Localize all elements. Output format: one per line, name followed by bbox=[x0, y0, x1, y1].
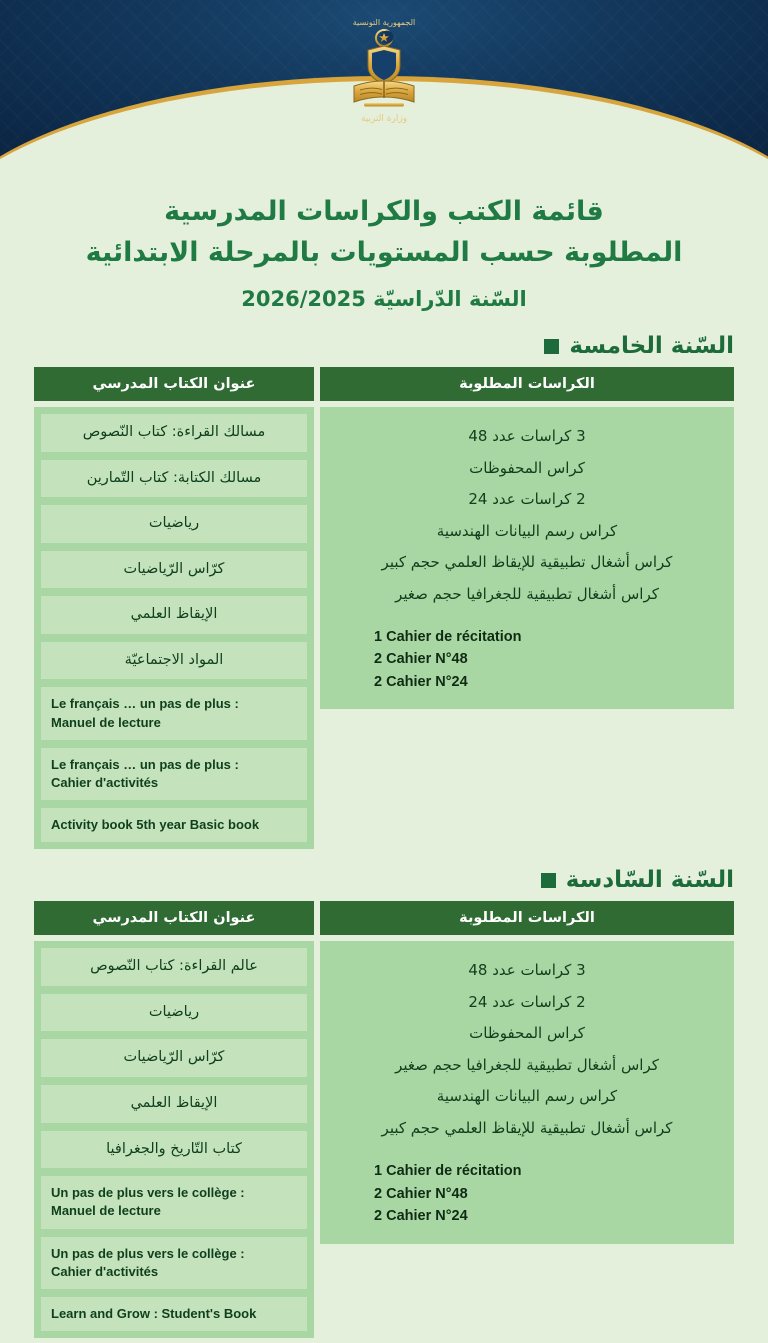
book-cell: الإيقاظ العلمي bbox=[40, 1084, 308, 1124]
book-cell: عالم القراءة: كتاب النّصوص bbox=[40, 947, 308, 987]
notebook-line: 3 كراسات عدد 48 bbox=[468, 961, 586, 980]
notebook-line: كراس رسم البيانات الهندسية bbox=[436, 521, 618, 540]
notebook-latin-block bbox=[336, 1160, 718, 1227]
notebook-line-latin: 2 Cahier N°48 bbox=[374, 651, 468, 668]
book-cell: كرّاس الرّياضيات bbox=[40, 550, 308, 590]
book-cell-latin bbox=[40, 1175, 308, 1229]
book-cell-line: Un pas de plus vers le collège : bbox=[51, 1185, 245, 1201]
book-cell: الإيقاظ العلمي bbox=[40, 595, 308, 635]
books-column-header: عنوان الكتاب المدرسي bbox=[34, 901, 314, 935]
book-cell-line: Le français … un pas de plus : bbox=[51, 696, 239, 712]
notebook-line-latin: 2 Cahier N°24 bbox=[374, 673, 468, 690]
main-title-line-1: قائمة الكتب والكراسات المدرسية bbox=[164, 196, 604, 227]
book-cell: كتاب التّاريخ والجغرافيا bbox=[40, 1130, 308, 1170]
books-column-body bbox=[34, 941, 314, 1338]
notebooks-column-body bbox=[320, 941, 734, 1243]
book-cell-line: Activity book 5th year Basic book bbox=[51, 817, 260, 833]
page-header bbox=[0, 0, 768, 160]
table-year-5 bbox=[34, 367, 734, 849]
table-year-6 bbox=[34, 901, 734, 1338]
notebook-line-latin: 2 Cahier N°48 bbox=[374, 1185, 468, 1202]
notebooks-column bbox=[320, 367, 734, 849]
section-heading-year-6 bbox=[0, 867, 768, 893]
notebook-line: 3 كراسات عدد 48 bbox=[468, 427, 586, 445]
book-cell-line: Learn and Grow : Student's Book bbox=[51, 1305, 257, 1321]
sections-container bbox=[0, 333, 768, 1338]
ministry-emblem-icon bbox=[324, 18, 444, 138]
emblem-top-text: الجمهورية التونسية bbox=[352, 18, 416, 27]
book-cell: كرّاس الرّياضيات bbox=[40, 1038, 308, 1078]
notebook-line: كراس المحفوظات bbox=[469, 458, 585, 477]
section-bullet-icon bbox=[544, 339, 559, 354]
book-cell-line: Un pas de plus vers le collège : bbox=[51, 1245, 245, 1261]
book-cell-latin bbox=[40, 807, 308, 843]
section-title: السّنة الخامسة bbox=[569, 333, 734, 359]
notebook-line: كراس أشغال تطبيقية للإيقاظ العلمي حجم كبير bbox=[381, 553, 673, 571]
book-cell-line: Le français … un pas de plus : bbox=[51, 756, 239, 772]
notebook-line: كراس أشغال تطبيقية للجغرافيا حجم صغير bbox=[395, 1055, 659, 1074]
notebooks-column-body bbox=[320, 407, 734, 709]
notebooks-column-header: الكراسات المطلوبة bbox=[320, 901, 734, 935]
notebooks-column bbox=[320, 901, 734, 1338]
books-column-header: عنوان الكتاب المدرسي bbox=[34, 367, 314, 401]
notebook-line: 2 كراسات عدد 24 bbox=[468, 490, 586, 508]
notebook-line-latin: 1 Cahier de récitation bbox=[374, 1163, 522, 1180]
section-title: السّنة السّادسة bbox=[565, 867, 734, 894]
notebooks-column-header: الكراسات المطلوبة bbox=[320, 367, 734, 401]
book-cell-latin bbox=[40, 1296, 308, 1332]
book-cell-line: Manuel de lecture bbox=[51, 1203, 161, 1219]
notebook-line: كراس أشغال تطبيقية للإيقاظ العلمي حجم كبير bbox=[381, 1118, 673, 1137]
book-cell-line: Cahier d'activités bbox=[51, 774, 159, 790]
notebook-line-latin: 1 Cahier de récitation bbox=[374, 629, 522, 645]
book-cell-line: Manuel de lecture bbox=[51, 714, 161, 730]
book-cell-latin bbox=[40, 1236, 308, 1290]
book-cell: رياضيات bbox=[40, 993, 308, 1033]
notebook-line: كراس المحفوظات bbox=[469, 1024, 585, 1043]
book-cell: مسالك الكتابة: كتاب التّمارين bbox=[40, 459, 308, 499]
books-column-body bbox=[34, 407, 314, 849]
notebook-line: كراس أشغال تطبيقية للجغرافيا حجم صغير bbox=[395, 584, 659, 603]
notebook-line: كراس رسم البيانات الهندسية bbox=[436, 1087, 618, 1106]
book-cell: المواد الاجتماعيّة bbox=[40, 641, 308, 681]
book-cell-latin bbox=[40, 747, 308, 801]
book-cell-line: Cahier d'activités bbox=[51, 1263, 159, 1279]
page-title bbox=[0, 160, 768, 315]
notebook-line-latin: 2 Cahier N°24 bbox=[374, 1208, 468, 1225]
notebook-line: 2 كراسات عدد 24 bbox=[468, 992, 586, 1011]
section-heading-year-5 bbox=[0, 333, 768, 359]
main-title-line-2: المطلوبة حسب المستويات بالمرحلة الابتدائية bbox=[85, 236, 683, 268]
notebook-latin-block bbox=[336, 626, 718, 693]
emblem-bottom-text: وزارة التربية bbox=[360, 114, 408, 124]
section-bullet-icon bbox=[541, 873, 556, 888]
books-column bbox=[34, 367, 314, 849]
book-cell: رياضيات bbox=[40, 504, 308, 544]
book-cell: مسالك القراءة: كتاب النّصوص bbox=[40, 413, 308, 453]
school-year-label: السّنة الدّراسيّة 2026/2025 bbox=[241, 287, 527, 311]
book-cell-latin bbox=[40, 686, 308, 740]
books-column bbox=[34, 901, 314, 1338]
